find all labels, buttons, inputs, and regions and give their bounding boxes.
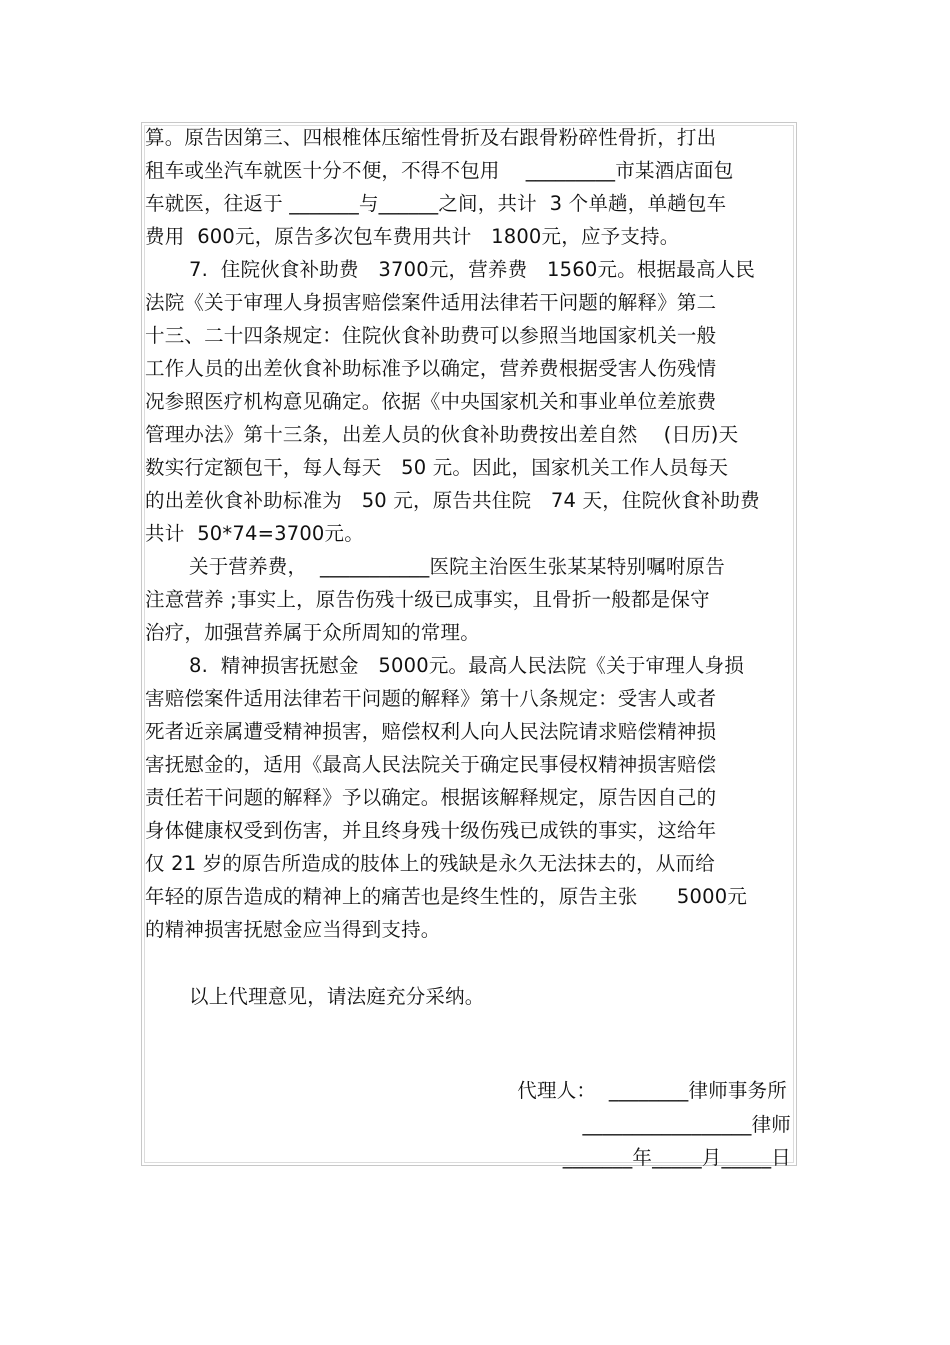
text-line: 害赔偿案件适用法律若干问题的解释》第十八条规定：受害人或者	[145, 687, 717, 710]
closing-statement: 以上代理意见，请法庭充分采纳。	[189, 985, 485, 1008]
signature-date: _______年_____月_____日	[562, 1146, 791, 1169]
text-line: 算。原告因第三、四根椎体压缩性骨折及右跟骨粉碎性骨折，打出	[145, 126, 717, 149]
text-line: 仅 21 岁的原告所造成的肢体上的残缺是永久无法抹去的，从而给	[145, 852, 715, 875]
text-line: 费用 600元，原告多次包车费用共计 1800元，应予支持。	[145, 225, 680, 248]
text-line: 共计 50*74=3700元。	[145, 522, 364, 545]
text-line: 工作人员的出差伙食补助标准予以确定，营养费根据受害人伤残情	[145, 357, 717, 380]
text-line: 数实行定额包干，每人每天 50 元。因此，国家机关工作人员每天	[145, 456, 729, 479]
text-line: 责任若干问题的解释》予以确定。根据该解释规定，原告因自己的	[145, 786, 717, 809]
text-line: 8. 精神损害抚慰金 5000元。最高人民法院《关于审理人身损	[189, 654, 745, 677]
text-line: 法院《关于审理人身损害赔偿案件适用法律若干问题的解释》第二	[145, 291, 717, 314]
text-line: 死者近亲属遭受精神损害，赔偿权利人向人民法院请求赔偿精神损	[145, 720, 717, 743]
text-line: 关于营养费， ___________医院主治医生张某某特别嘱咐原告	[189, 555, 725, 578]
text-line: 7. 住院伙食补助费 3700元，营养费 1560元。根据最高人民	[189, 258, 756, 281]
text-line: 年轻的原告造成的精神上的痛苦也是终生性的，原告主张 5000元	[145, 885, 748, 908]
text-line: 治疗，加强营养属于众所周知的常理。	[145, 621, 480, 644]
text-line: 租车或坐汽车就医十分不便，不得不包用 _________市某酒店面包	[145, 159, 734, 182]
text-line: 十三、二十四条规定：住院伙食补助费可以参照当地国家机关一般	[145, 324, 717, 347]
text-line: 注意营养 ;事实上，原告伤残十级已成事实，且骨折一般都是保守	[145, 588, 710, 611]
signature-lawyer: _________________律师	[582, 1113, 791, 1136]
text-line: 车就医，往返于 _______与______之间，共计 3 个单趟，单趟包车	[145, 192, 727, 215]
text-line: 的精神损害抚慰金应当得到支持。	[145, 918, 441, 941]
text-line: 况参照医疗机构意见确定。依据《中央国家机关和事业单位差旅费	[145, 390, 717, 413]
text-line: 身体健康权受到伤害，并且终身残十级伤残已成铁的事实，这给年	[145, 819, 717, 842]
signature-agent: 代理人： ________律师事务所	[517, 1079, 787, 1102]
text-line: 的出差伙食补助标准为 50 元，原告共住院 74 天，住院伙食补助费	[145, 489, 760, 512]
text-line: 管理办法》第十三条，出差人员的伙食补助费按出差自然 (日历)天	[145, 423, 739, 446]
text-line: 害抚慰金的，适用《最高人民法院关于确定民事侵权精神损害赔偿	[145, 753, 717, 776]
